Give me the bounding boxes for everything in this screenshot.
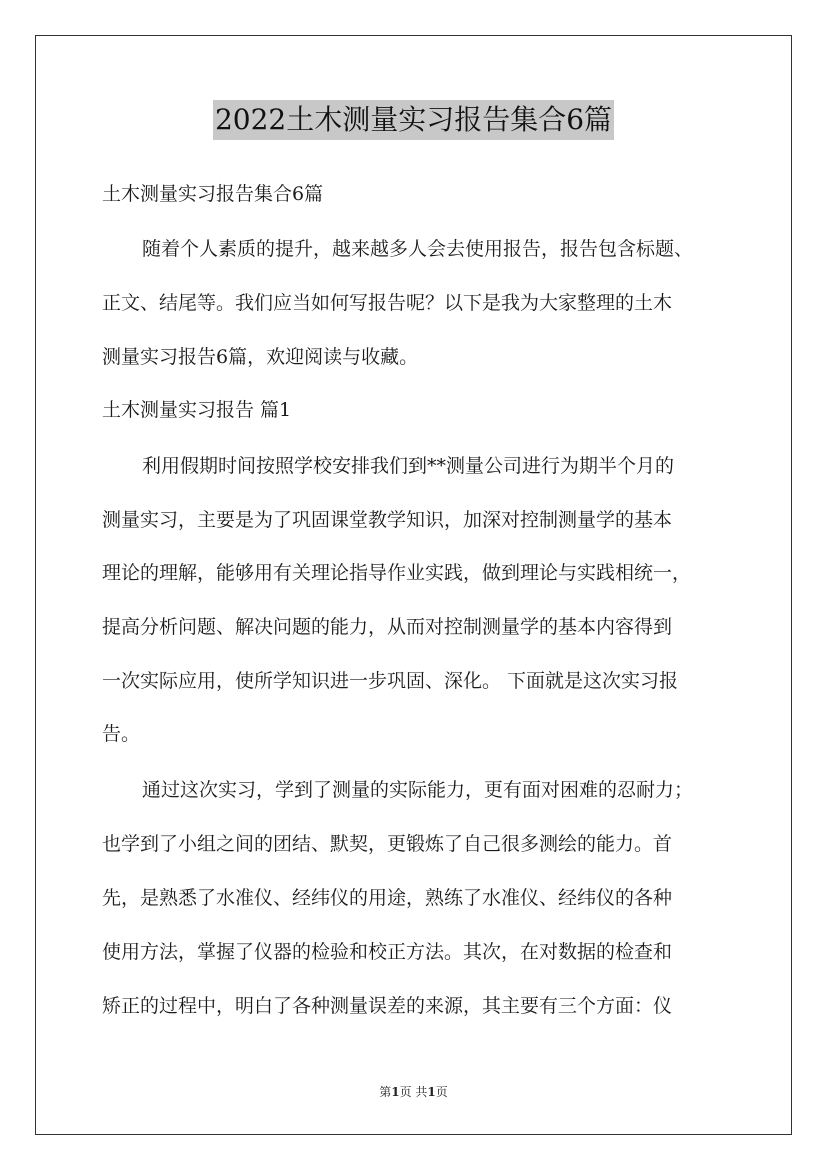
paragraph-line: 测量实习，主要是为了巩固课堂教学知识，加深对控制测量学的基本 — [102, 509, 673, 531]
page-prefix: 第 — [379, 1085, 392, 1099]
paragraph-line: 先，是熟悉了水准仪、经纬仪的用途，熟练了水准仪、经纬仪的各种 — [102, 887, 673, 909]
intro-line: 随着个人素质的提升，越来越多人会去使用报告，报告包含标题、 — [142, 238, 694, 260]
page-mid: 页 共 — [399, 1085, 428, 1099]
page-footer — [0, 1084, 827, 1100]
title-container — [0, 100, 827, 140]
paragraph-line: 一次实际应用，使所学知识进一步巩固、深化。 下面就是这次实习报 — [102, 670, 679, 692]
paragraph-line: 矫正的过程中，明白了各种测量误差的来源，其主要有三个方面：仪 — [102, 995, 673, 1017]
paragraph-line: 也学到了小组之间的团结、默契，更锻炼了自己很多测绘的能力。首 — [102, 833, 673, 855]
intro-line: 测量实习报告6篇，欢迎阅读与收藏。 — [102, 346, 419, 368]
paragraph-line: 利用假期时间按照学校安排我们到**测量公司进行为期半个月的 — [142, 455, 675, 477]
document-subtitle: 土木测量实习报告集合6篇 — [102, 183, 324, 205]
paragraph-line: 告。 — [102, 723, 141, 745]
section-heading: 土木测量实习报告 篇1 — [102, 399, 292, 421]
paragraph-line: 提高分析问题、解决问题的能力，从而对控制测量学的基本内容得到 — [102, 616, 673, 638]
paragraph-line: 通过这次实习，学到了测量的实际能力，更有面对困难的忍耐力； — [142, 779, 694, 801]
page-current: 1 — [391, 1085, 400, 1099]
intro-line: 正文、结尾等。我们应当如何写报告呢？以下是我为大家整理的土木 — [102, 292, 673, 314]
page-total: 1 — [427, 1085, 436, 1099]
paragraph-line: 理论的理解，能够用有关理论指导作业实践，做到理论与实践相统一， — [102, 562, 692, 584]
page-suffix: 页 — [435, 1085, 448, 1099]
paragraph-line: 使用方法，掌握了仪器的检验和校正方法。其次，在对数据的检查和 — [102, 941, 673, 963]
document-title: 2022土木测量实习报告集合6篇 — [213, 100, 614, 140]
